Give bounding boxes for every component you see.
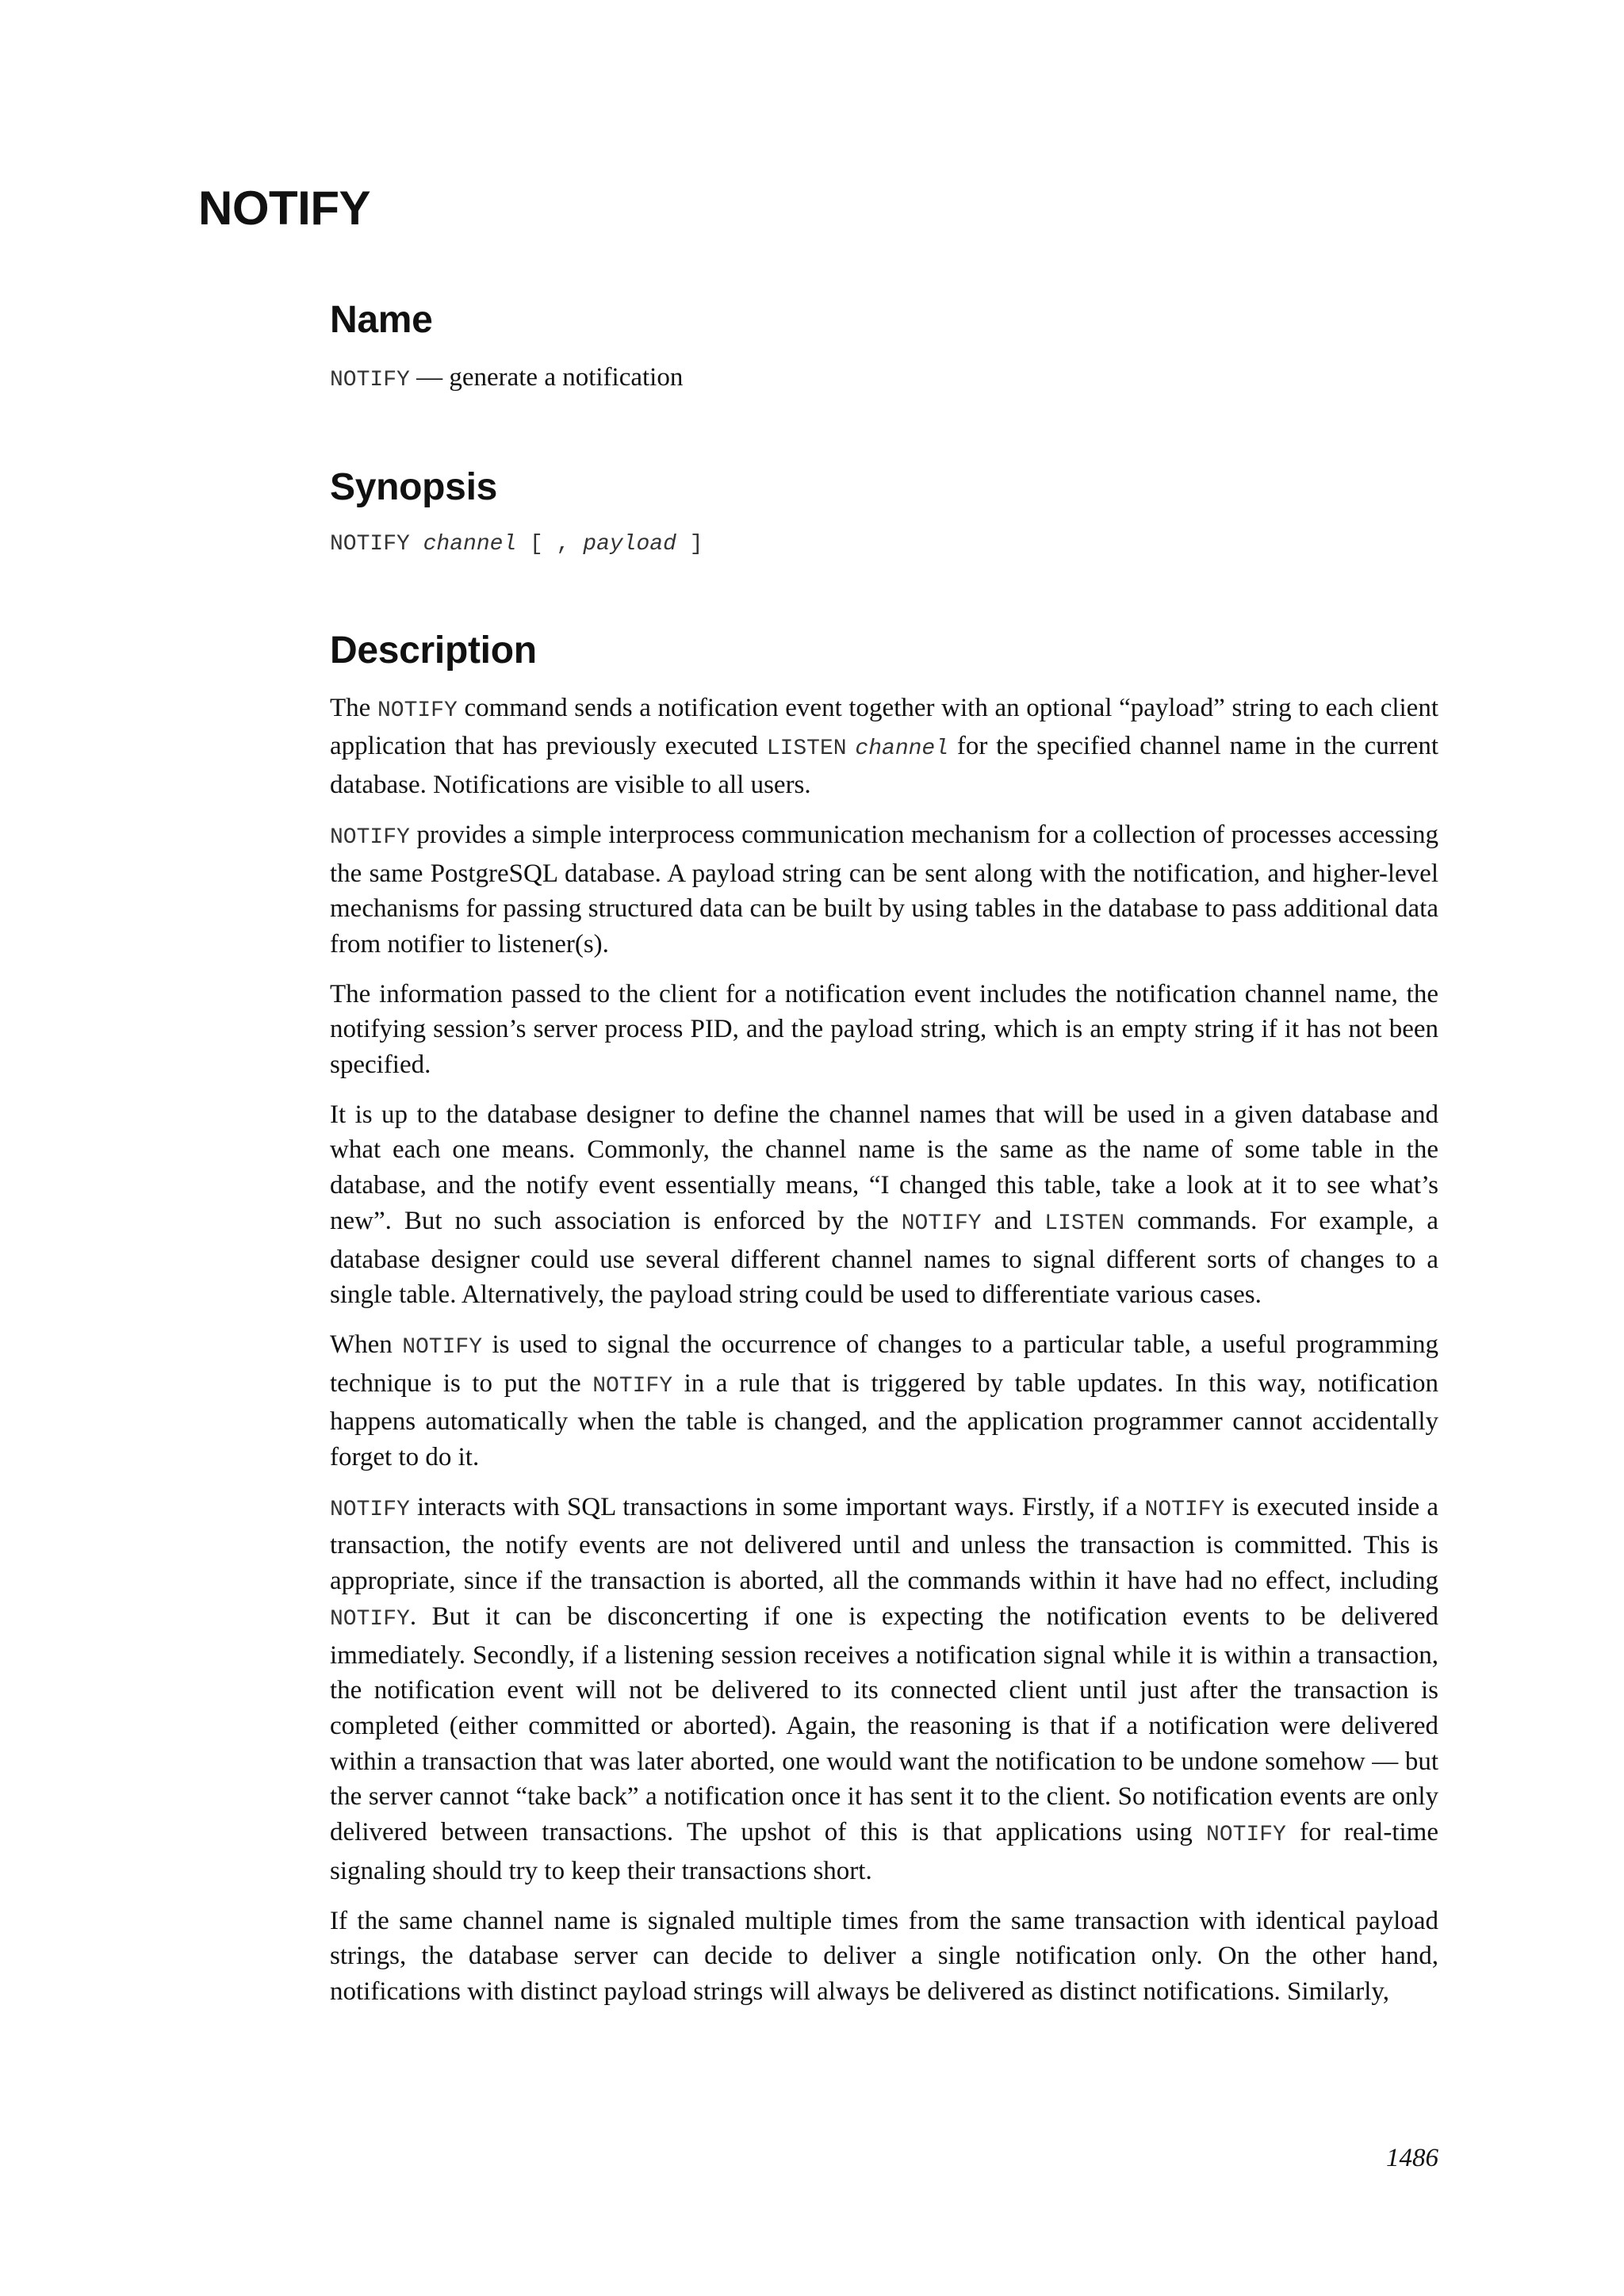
text-run: The bbox=[330, 693, 377, 722]
code-notify: NOTIFY bbox=[1144, 1497, 1225, 1522]
synopsis-payload: payload bbox=[583, 531, 676, 557]
description-paragraph-6 bbox=[330, 1490, 1438, 1889]
code-channel: channel bbox=[855, 737, 949, 762]
description-paragraph-3: The information passed to the client for a notification event includes the notification channel name, the notifying session’s server process PID, and the payload string, which is an empty string if it has not been specified. bbox=[330, 979, 1438, 1080]
synopsis-heading: Synopsis bbox=[330, 465, 497, 508]
code-notify: NOTIFY bbox=[330, 1497, 410, 1522]
code-notify: NOTIFY bbox=[330, 1606, 410, 1632]
refentry-content bbox=[330, 293, 1438, 2024]
code-notify: NOTIFY bbox=[330, 825, 410, 850]
text-run: in a rule that is triggered by table updates. In this way, notification happens automatically when the table is changed, and the application programmer cannot accidentally forget to do it. bbox=[330, 1368, 1438, 1472]
name-section bbox=[330, 293, 1438, 399]
description-paragraph-2 bbox=[330, 817, 1438, 962]
text-run: and bbox=[981, 1206, 1045, 1235]
synopsis-bracket-close: ] bbox=[676, 531, 703, 557]
synopsis-keyword: NOTIFY bbox=[330, 531, 423, 557]
synopsis-line bbox=[330, 527, 1438, 562]
description-heading: Description bbox=[330, 629, 537, 672]
command-name: NOTIFY bbox=[330, 368, 410, 392]
description-paragraph-7: If the same channel name is signaled multiple times from the same transaction with identical payload strings, the database server can decide to deliver a single notification only. On the other hand, notifications with distinct payload strings will always be delivered as distinct notifications. Similarly, bbox=[330, 1906, 1438, 2006]
page-title: NOTIFY bbox=[198, 182, 370, 235]
synopsis-section bbox=[330, 461, 1438, 562]
text-run: is executed inside a transaction, the notify events are not delivered until and unless the transaction is committed. This is appropriate, since if the transaction is aborted, all the commands within it have had no effect, including bbox=[330, 1492, 1438, 1596]
description-section bbox=[330, 624, 1438, 2010]
text-run: command sends a notification event together with an optional “payload” string to each client application that has previously executed bbox=[330, 693, 1439, 761]
synopsis-bracket-open: [ , bbox=[516, 531, 584, 557]
description-paragraph-4 bbox=[330, 1097, 1438, 1313]
code-listen: LISTEN bbox=[1044, 1211, 1125, 1236]
page-number: 1486 bbox=[1386, 2144, 1438, 2172]
synopsis-channel: channel bbox=[423, 531, 517, 557]
text-run: is used to signal the occurrence of changes to a particular table, a useful programming technique is to put the bbox=[330, 1330, 1438, 1398]
text-run: When bbox=[330, 1330, 403, 1359]
text-run: for real-time signaling should try to keep their transactions short. bbox=[330, 1818, 1438, 1885]
text-run: . But it can be disconcerting if one is expecting the notification events to be delivered immediately. Secondly, if a listening session receives a notification signal while it is within a transaction, the notification event will not be delivered to its connected client until just after the transaction is completed (either committed or aborted). Again, the reasoning is that if a notification were delivered within a transaction that was later aborted, one would want the notification to be undone somehow — but the server cannot “take back” a notification once it has sent it to the client. So notification events are only delivered between transactions. The upshot of this is that applications using bbox=[330, 1601, 1438, 1847]
code-notify: NOTIFY bbox=[1206, 1823, 1286, 1848]
text-run: for the specified channel name in the current database. Notifications are visible to all users. bbox=[330, 732, 1439, 800]
text-run: It is up to the database designer to define the channel names that will be used in a given database and what each one means. Commonly, the channel name is the same as the name of some table in the database, and the notify event essentially means, “I changed this table, take a look at it to see what’s new”. But no such association is enforced by the bbox=[330, 1100, 1438, 1235]
text-run: interacts with SQL transactions in some important ways. Firstly, if a bbox=[409, 1492, 1145, 1521]
text-run: provides a simple interprocess communication mechanism for a collection of processes accessing the same PostgreSQL database. A payload string can be sent along with the notification, and higher-level mechanisms for passing structured data can be built by using tables in the database to pass additional data from notifier to listener(s). bbox=[330, 820, 1438, 959]
description-paragraph-5 bbox=[330, 1327, 1438, 1475]
name-line bbox=[330, 360, 1438, 399]
name-heading: Name bbox=[330, 299, 433, 341]
code-notify: NOTIFY bbox=[592, 1373, 673, 1399]
text-run: commands. For example, a database designer could use several different channel names to signal different sorts of changes to a single table. Alternatively, the payload string could be used to differentiate various cases. bbox=[330, 1206, 1438, 1310]
code-notify: NOTIFY bbox=[901, 1211, 982, 1236]
code-notify: NOTIFY bbox=[402, 1334, 483, 1360]
code-listen: LISTEN bbox=[766, 737, 847, 762]
description-paragraph-1 bbox=[330, 691, 1438, 803]
code-notify: NOTIFY bbox=[377, 698, 458, 723]
command-summary: — generate a notification bbox=[409, 363, 684, 392]
